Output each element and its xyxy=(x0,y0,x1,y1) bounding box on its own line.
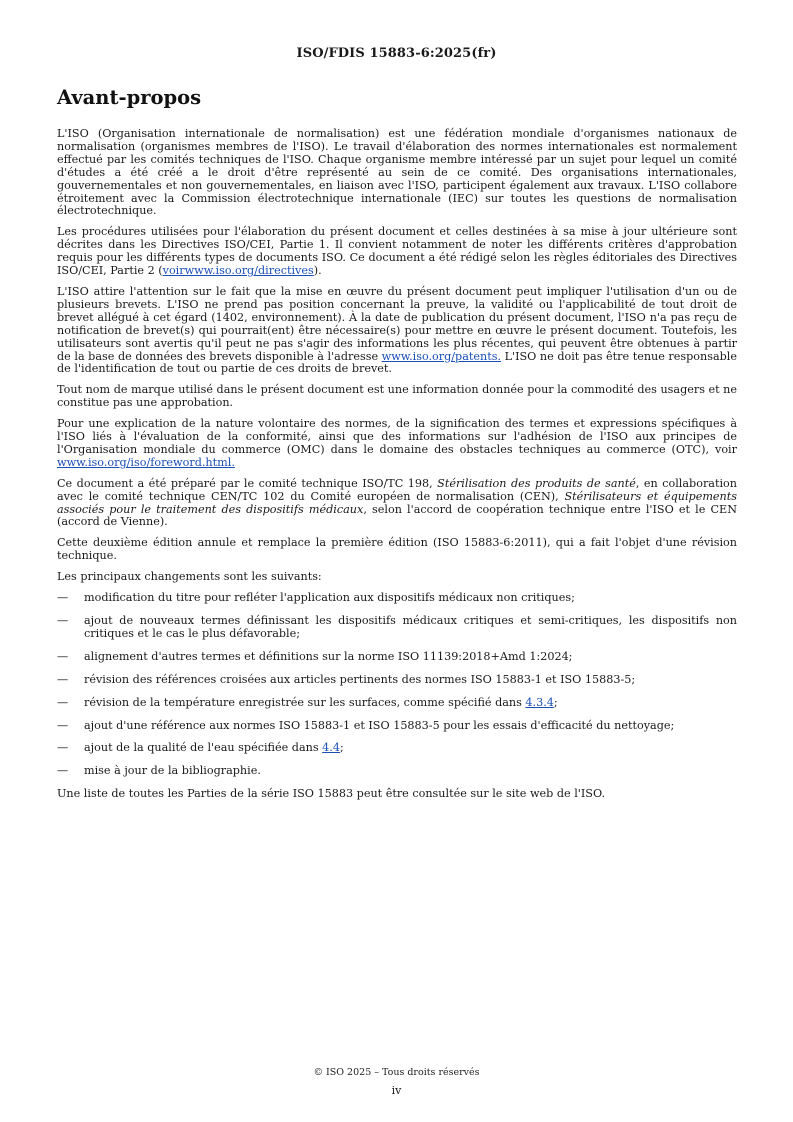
link-directives[interactable]: voirwww.iso.org/directives xyxy=(162,264,314,278)
committee-text-a: Ce document a été préparé par le comité technique ISO/TC 198, xyxy=(57,476,438,490)
paragraph-patents-end: L'ISO ne doit pas être tenue responsable de l'identification de tout ou partie de ces droits de brevet. xyxy=(57,349,738,376)
paragraph-procedures-text: Les procédures utilisées pour l'élaboration du présent document et celles destinées à sa mise à jour ultérieure sont décrites dans les Directives ISO/CEI, Partie 1. Il convient notamment de noter les différents critères d'approbation requis pour les différents types de documents ISO. Ce document a été rédigé selon les règles éditoriales des Directives ISO/CEI, Partie 2 ( xyxy=(57,225,737,278)
list-item-text: modification du titre pour refléter l'application aux dispositifs médicaux non critiques; xyxy=(84,591,575,605)
link-clause-4-4[interactable]: 4.4 xyxy=(322,741,340,755)
list-item-text: révision de la température enregistrée sur les surfaces, comme spécifié dans xyxy=(84,695,526,709)
committee-text-e: , selon l'accord de coopération technique entre l'ISO et le CEN (accord de Vienne). xyxy=(57,502,737,529)
paragraph-edition: Cette deuxième édition annule et remplace la première édition (ISO 15883-6:2011), qui a fait l'objet d'une révision technique. xyxy=(57,536,737,563)
list-item xyxy=(57,697,737,710)
committee-title-cen: Stérilisateurs et équipements associés pour le traitement des dispositifs médicaux xyxy=(57,489,737,516)
paragraph-iso-intro: L'ISO (Organisation internationale de normalisation) est une fédération mondiale d'organismes nationaux de normalisation (organismes membres de l'ISO). Le travail d'élaboration des normes internationales est normalement effectué par les comités techniques de l'ISO. Chaque organisme membre intéressé par un sujet pour lequel un comité d'études a été créé a le droit d'être représenté au sein de ce comité. Des organisations internationales, gouvernementales et non gouvernementales, en liaison avec l'ISO, participent également aux travaux. L'ISO collabore étroitement avec la Commission électrotechnique internationale (IEC) sur toutes les questions de normalisation électrotechnique. xyxy=(57,127,737,218)
list-item-text: ajout de la qualité de l'eau spécifiée dans xyxy=(84,741,323,755)
dash-marker: — xyxy=(57,672,69,686)
page-title: Avant-propos xyxy=(57,86,202,109)
paragraph-trademarks: Tout nom de marque utilisé dans le présent document est une information donnée pour la commodité des usagers et ne constitue pas une approbation. xyxy=(57,383,738,410)
dash-marker: — xyxy=(57,741,69,755)
list-item xyxy=(57,592,737,605)
foreword-content xyxy=(57,86,737,809)
list-item-end: ; xyxy=(553,695,558,709)
list-item-end: ; xyxy=(339,741,344,755)
changes-list xyxy=(57,592,737,778)
list-item-text: révision des références croisées aux articles pertinents des normes ISO 15883-1 et ISO 15883-5; xyxy=(84,672,636,686)
list-item-text: ajout de nouveaux termes définissant les dispositifs médicaux critiques et semi-critiques, les dispositifs non critiques et le cas le plus défavorable; xyxy=(84,614,737,640)
paragraph-procedures-end: ). xyxy=(313,264,322,278)
list-item xyxy=(57,720,737,733)
link-patents[interactable]: www.iso.org/patents. xyxy=(381,349,502,363)
paragraph-procedures xyxy=(57,226,737,278)
document-id-header: ISO/FDIS 15883-6:2025(fr) xyxy=(296,46,497,61)
dash-marker: — xyxy=(57,591,69,605)
dash-marker: — xyxy=(57,718,69,732)
list-item-text: alignement d'autres termes et définitions sur la norme ISO 11139:2018+Amd 1:2024; xyxy=(84,649,573,663)
link-clause-4-3-4[interactable]: 4.3.4 xyxy=(525,695,554,709)
copyright-footer: © ISO 2025 – Tous droits réservés xyxy=(313,1067,480,1078)
list-item xyxy=(57,742,737,755)
paragraph-voluntary-nature xyxy=(57,418,737,470)
dash-marker: — xyxy=(57,614,69,627)
committee-text-c: , en collaboration avec le comité technique CEN/TC 102 du Comité européen de normalisation (CEN), xyxy=(57,476,737,503)
dash-marker: — xyxy=(57,649,69,663)
link-foreword[interactable]: www.iso.org/iso/foreword.html. xyxy=(57,455,235,469)
list-item xyxy=(57,651,737,664)
dash-marker: — xyxy=(57,695,69,709)
list-item xyxy=(57,765,737,778)
paragraph-series-list: Une liste de toutes les Parties de la série ISO 15883 peut être consultée sur le site web de l'ISO. xyxy=(57,787,606,801)
dash-marker: — xyxy=(57,764,69,778)
paragraph-voluntary-text: Pour une explication de la nature volontaire des normes, de la signification des termes et expressions spécifiques à l'ISO liés à l'évaluation de la conformité, ainsi que des informations sur l'adhésion de l'ISO aux principes de l'Organisation mondiale du commerce (OMC) dans le domaine des obstacles techniques au commerce (OTC), voir xyxy=(57,417,737,456)
paragraph-patents xyxy=(57,286,737,376)
paragraph-committee xyxy=(57,478,737,530)
list-item-text: mise à jour de la bibliographie. xyxy=(84,764,261,778)
paragraph-changes-intro: Les principaux changements sont les suivants: xyxy=(57,570,322,584)
committee-title-iso: Stérilisation des produits de santé xyxy=(437,476,636,490)
paragraph-patents-text: L'ISO attire l'attention sur le fait que la mise en œuvre du présent document peut impliquer l'utilisation d'un ou de plusieurs brevets. L'ISO ne prend pas position concernant la preuve, la validité ou l'applicabilité de tout droit de brevet allégué à cet égard (1402, environnement). À la date de publication du présent document, l'ISO n'a pas reçu de notification de brevet(s) qui pourrait(ent) être nécessaire(s) pour mettre en œuvre le présent document. Toutefois, les utilisateurs sont avertis qu'il peut ne pas s'agir des informations les plus récentes, qui peuvent être obtenues à partir de la base de données des brevets disponible à l'adresse xyxy=(57,284,737,363)
list-item xyxy=(57,615,737,641)
list-item xyxy=(57,674,737,687)
list-item-text: ajout d'une référence aux normes ISO 15883-1 et ISO 15883-5 pour les essais d'efficacité du nettoyage; xyxy=(84,718,675,732)
page-number: iv xyxy=(391,1084,402,1097)
